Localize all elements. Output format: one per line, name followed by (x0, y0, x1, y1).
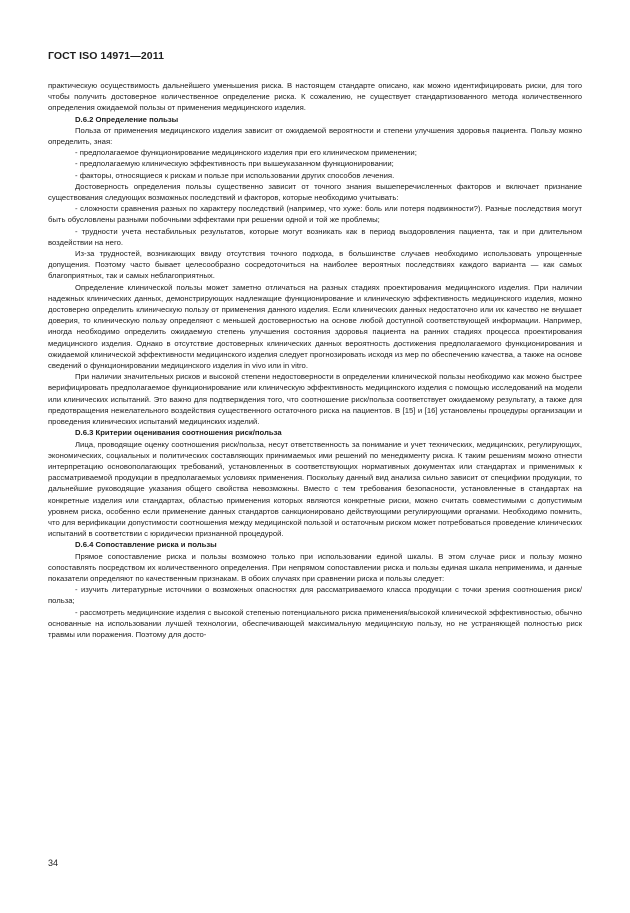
page-number: 34 (48, 858, 59, 868)
body-paragraph: - трудности учета нестабильных результатов, которые могут возникать как в период выздоровления пациента, так и при длительном воздействии на него. (48, 226, 582, 247)
body-paragraph: Прямое сопоставление риска и пользы возможно только при использовании единой шкалы. В этом случае риск и пользу можно сопоставлять посредством их количественного определения. При непрямом сопоставлении риска и пользы единая шкала неприменима, и данные показатели определяют по качественным признакам. В обоих случаях при сравнении риска и пользы следует: (48, 551, 582, 583)
body-paragraph: - рассмотреть медицинские изделия с высокой степенью потенциального риска применения/высокой клинической эффективностью, обычно основанные на использовании лучшей технологии, обеспечивающей максимальную медицинскую пользу, но не устраняющей полностью риск травмы или поражения. Поэтому для досто- (48, 607, 582, 639)
document-header-title: ГОСТ ISO 14971—2011 (48, 50, 165, 62)
body-paragraph: - изучить литературные источники о возможных опасностях для рассматриваемого класса продукции с точки зрения соотношения риск/польза; (48, 585, 582, 606)
body-paragraph: - предполагаемую клиническую эффективность при вышеуказанном функционировании; (75, 159, 394, 169)
body-paragraph: Достоверность определения пользы существенно зависит от точного знания вышеперечисленных факторов и включает признание существования следующих возможных последствий и факторов, которые необходимо учитывать: (48, 181, 582, 203)
section-heading: D.6.4 Сопоставление риска и пользы (75, 540, 217, 550)
body-paragraph: При наличии значительных рисков и высокой степени недостоверности в определении клинической пользы необходимо как можно быстрее верифицировать предполагаемое функционирование или клиническую эффективность медицинского изделия с помощью исследований на модели или клинических испытаний. Это важно для подтверждения того, что соотношение риск/польза соответствует ожидаемому результату, а также для предотвращения нежелательного воздействия существенного остаточного риска на пациентов. В [15] и [16] установлены процедуры организации и проведения клинических испытаний медицинских изделий. (48, 372, 582, 427)
section-heading: D.6.3 Критерии оценивания соотношения риск/польза (75, 428, 282, 438)
body-paragraph: - предполагаемое функционирование медицинского изделия при его клиническом применении; (75, 148, 417, 158)
body-paragraph: Лица, проводящие оценку соотношения риск/польза, несут ответственность за понимание и учет технических, медицинских, регулирующих, экономических, социальных и политических составляющих принимаемых ими решений по менеджменту риска. К таким решениям можно отнести интерпретацию основополагающих требований, установленных в соответствующих нормативных документах или стандартах и применимых к рассматриваемой продукции в предполагаемых условиях применения. Поскольку данный вид анализа сильно зависит от специфики продукции, то дальнейшие руководящие указания общего свойства невозможны. Вместо с тем требования безопасности, установленные в стандартах на конкретные изделия или стандартах, областью применения которых являются конкретные риски, можно считать совместимыми с допустимым уровнем риска, особенно если применение данных стандартов санкционировано действующими регулирующими органами. Необходимо помнить, что для верификации допустимости соотношения между медицинской пользой и остаточным риском может потребоваться проведение клинических испытаний в соответствии с юридически признанной процедурой. (48, 439, 582, 539)
body-paragraph: Из-за трудностей, возникающих ввиду отсутствия точного подхода, в большинстве случаев необходимо использовать упрощенные допущения. Поэтому часто бывает целесообразно сосредоточиться на наиболее вероятных последствиях каждого варианта — как самых благоприятных, так и самых неблагоприятных. (48, 249, 582, 281)
section-heading: D.6.2 Определение пользы (75, 114, 179, 124)
body-paragraph: - сложности сравнения разных по характеру последствий (например, что хуже: боль или потеря подвижности?). Разные последствия могут быть обусловлены разными побочными эффектами при решении одной и той же проблемы; (48, 204, 582, 225)
body-paragraph: практическую осуществимость дальнейшего уменьшения риска. В настоящем стандарте описано, как можно идентифицировать риски, для того чтобы получить достоверное количественное определение риска. К сожалению, не существует стандартизованного метода количественного определения ожидаемой пользы от применения медицинского изделия. (48, 81, 582, 113)
body-paragraph: - факторы, относящиеся к рискам и пользе при использовании других способов лечения. (75, 170, 395, 180)
body-paragraph: Определение клинической пользы может заметно отличаться на разных стадиях проектирования медицинского изделия. При наличии надежных клинических данных, демонстрирующих надлежащие функционирование и клиническую эффективность медицинского изделия, можно достоверно определить клиническую пользу от применения данного изделия. Если клинических данных недостаточно или их качество не внушает доверия, то клиническую пользу определяют с меньшей достоверностью на основе любой доступной соответствующей информации. Например, иногда необходимо определить ожидаемую степень улучшения состояния здоровья пациента на ранних стадиях процесса проектирования медицинского изделия. Однако в отсутствие достоверных клинических данных вероятность достижения предполагаемого функционирования и ожидаемой клинической эффективности медицинского изделия следует прогнозировать исходя из мер по обеспечению качества, а также на основе сведений о функционировании медицинского изделия in vivo или in vitro. (48, 282, 582, 371)
body-paragraph: Польза от применения медицинского изделия зависит от ожидаемой вероятности и степени улучшения здоровья пациента. Пользу можно определить, зная: (48, 125, 582, 147)
document-body (48, 80, 582, 640)
